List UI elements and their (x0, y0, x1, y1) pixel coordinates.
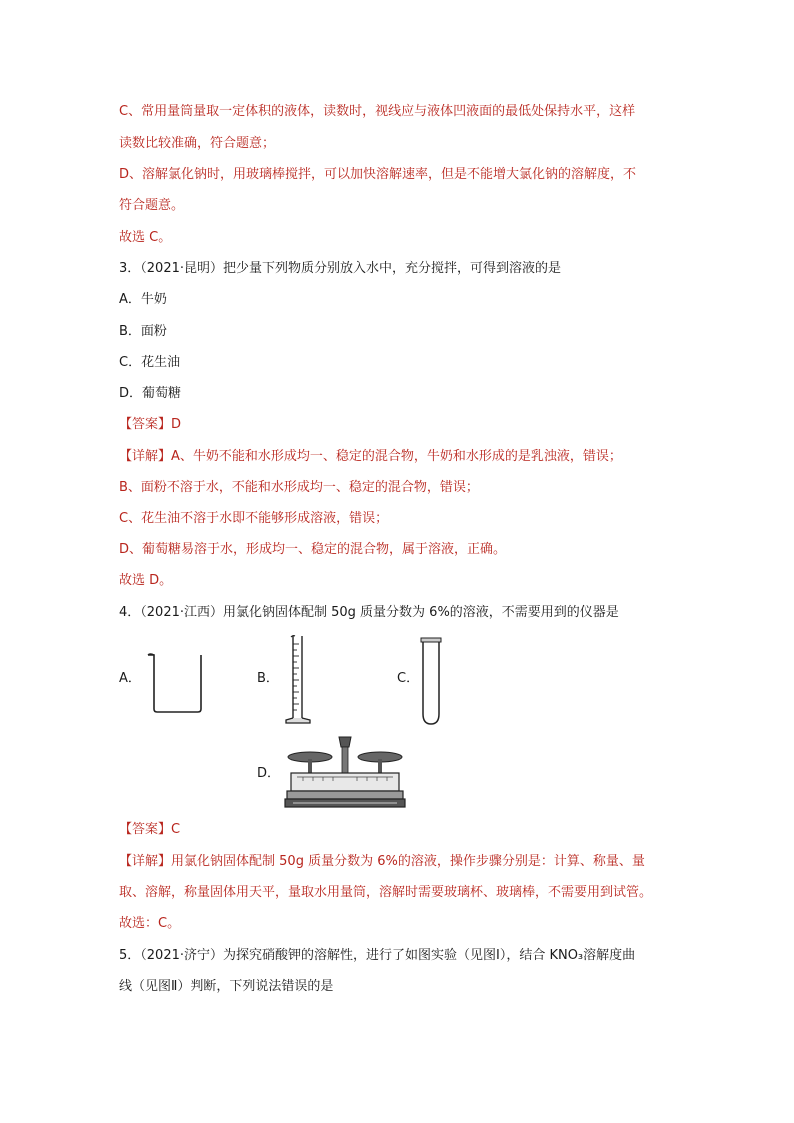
q2-choice-letter: C (149, 230, 159, 245)
q3-detail-c: C、花生油不溶于水即不能够形成溶液，错误； (119, 511, 389, 526)
q5-stem-line2: 线（见图Ⅱ）判断，下列说法错误的是 (119, 979, 334, 994)
q3-detail-b: B、面粉不溶于水，不能和水形成均一、稳定的混合物，错误； (119, 480, 479, 495)
q2-detail-c-line1: C、常用量筒量取一定体积的液体，读数时，视线应与液体凹液面的最低处保持水平，这样 (119, 104, 636, 119)
q3-option-d: D．葡萄糖 (119, 386, 182, 401)
q2-choice-prefix: 故选 (119, 230, 150, 245)
q3-detail-a-text: A、牛奶不能和水形成均一、稳定的混合物，牛奶和水形成的是乳浊液，错误； (171, 449, 622, 464)
q4-detail-p5: 的溶液，操作步骤分别是：计算、称量、量 (397, 854, 645, 869)
q4-choice-end: 。 (167, 916, 181, 931)
q4-answer (119, 821, 180, 839)
q4-stem: 4．（2021·江西）用氯化钠固体配制 50g 质量分数为 6%的溶液，不需要用到的仪器是 (119, 605, 619, 620)
q2-choice-end: 。 (158, 230, 172, 245)
q3-option-a: A．牛奶 (119, 292, 167, 307)
q3-choice-letter: D (149, 573, 160, 588)
q3-choice-end: 。 (159, 573, 173, 588)
q4-detail-p1: 用氯化钠固体配制 (171, 854, 280, 869)
q4-choice-prefix: 故选： (119, 916, 159, 931)
q4-detail-line2: 取、溶解，称量固体用天平，量取水用量筒，溶解时需要玻璃杯、玻璃棒，不需要用到试管。 (119, 885, 653, 900)
q4-choice (119, 915, 180, 933)
q2-detail-d-line2: 符合题意。 (119, 198, 185, 213)
q2-detail-c-line2: 读数比较准确，符合题意； (119, 136, 276, 151)
q3-choice (119, 572, 172, 590)
beaker-icon (146, 651, 206, 715)
q3-answer (119, 416, 181, 434)
q2-detail-d-line1: D、溶解氯化钠时，用玻璃棒搅拌，可以加快溶解速率，但是不能增大氯化钠的溶解度，不 (119, 167, 637, 182)
q3-choice-prefix: 故选 (119, 573, 150, 588)
q3-answer-label: 【答案】 (119, 417, 172, 432)
q4-answer-label: 【答案】 (119, 822, 172, 837)
q4-detail-label: 【详解】 (119, 854, 172, 869)
q3-detail-label: 【详解】 (119, 449, 172, 464)
q4-option-c-label: C． (397, 671, 420, 686)
q2-choice (119, 229, 171, 247)
balance-scale-icon (283, 733, 407, 813)
q5-stem-line1: 5．（2021·济宁）为探究硝酸钾的溶解性，进行了如图实验（见图Ⅰ），结合 KNO₃溶解度曲 (119, 948, 636, 963)
q3-detail-a (119, 448, 622, 466)
measuring-cylinder-icon (282, 634, 322, 726)
q4-answer-value: C (171, 822, 181, 837)
q3-detail-d: D、葡萄糖易溶于水，形成均一、稳定的混合物，属于溶液，正确。 (119, 542, 507, 557)
q4-option-a-label: A． (119, 671, 141, 686)
q3-stem: 3．（2021·昆明）把少量下列物质分别放入水中，充分搅拌，可得到溶液的是 (119, 261, 561, 276)
q4-option-d-label: D． (257, 766, 281, 781)
q3-option-c: C．花生油 (119, 355, 181, 370)
q4-detail-p4: 6% (377, 854, 398, 869)
q3-option-b: B．面粉 (119, 324, 167, 339)
q4-option-b-label: B． (257, 671, 279, 686)
q4-detail-p2: 50g (279, 854, 304, 869)
q3-answer-value: D (171, 417, 182, 432)
q4-detail-line1 (119, 853, 645, 871)
q4-choice-letter: C (158, 916, 168, 931)
test-tube-icon (418, 636, 444, 728)
q4-detail-p3: 质量分数为 (303, 854, 378, 869)
